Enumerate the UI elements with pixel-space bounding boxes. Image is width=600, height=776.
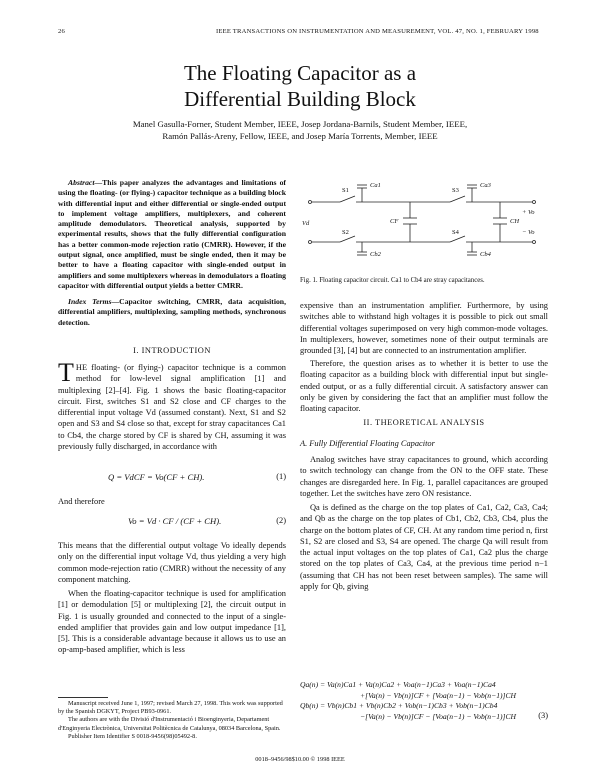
subsection-heading-a: A. Fully Differential Floating Capacitor: [300, 439, 435, 448]
footnote-pii: Publisher Item Identifier S 0018-9456(98)05492-8.: [68, 732, 197, 740]
label-cf: CF: [390, 218, 399, 225]
label-ca1: Ca1: [370, 182, 381, 189]
authors-line-2: Ramón Pallás-Areny, Fellow, IEEE, and Josep María Torrents, Member, IEEE: [162, 131, 438, 141]
abstract-text: This paper analyzes the advantages and limitations of using the floating- (or flying-) capacitor technique as a building block with differential input and either differential or single-ended output to implement voltage amplifiers, multiplexers, and coherent amplitude demodulators. Theoretical analysis, supported by experimental results, shows that the fully differential configuration has a better common-mode rejection ratio (CMRR). However, if the output signal, once amplified, must be single ended, then it may be better to have a floating capacitor with single-ended output in amplifiers and some multiplexers whereas in demodulators a floating capacitor with differential output yields a better CMRR.: [58, 178, 286, 290]
label-ch: CH: [510, 218, 520, 225]
equation-1-body: Q = VdCF = Vo(CF + CH).: [108, 472, 205, 482]
abstract: [58, 178, 286, 291]
footnote-received: Manuscript received June 1, 1997; revised March 27, 1998. This work was supported by the Spanish DGKYT, Project PB93-0961.: [58, 700, 283, 716]
title-line-1: The Floating Capacitor as a: [183, 61, 417, 85]
footnotes: [58, 700, 286, 741]
switch-s3: [450, 196, 465, 202]
label-cb4: Cb4: [480, 251, 491, 258]
equation-3-line-2: +[Va(n) − Vb(n)]CF + [Voa(n−1) − Vob(n−1)]CH: [360, 690, 517, 700]
index-terms-text: Capacitor switching, CMRR, data acquisition, differential amplifiers, multiplexing, sampling methods, synchronous detection.: [58, 297, 286, 327]
switch-s4: [450, 236, 465, 242]
input-terminal-a: [309, 201, 312, 204]
label-s4: S4: [452, 229, 459, 236]
equation-2-number: (2): [276, 516, 286, 525]
equation-3: [300, 680, 548, 722]
equation-2-body: Vo = Vd · CF / (CF + CH).: [128, 516, 222, 526]
equation-3-line-4: −[Va(n) − Vb(n)]CF − [Voa(n−1) − Vob(n−1)]CH: [360, 711, 517, 721]
index-terms-label: Index Terms—: [68, 297, 120, 306]
drop-cap: T: [58, 358, 74, 387]
switch-s2: [340, 236, 355, 242]
label-ca3: Ca3: [480, 182, 491, 189]
label-vo-plus: + Vo: [522, 209, 535, 216]
intro-paragraph-1-text: HE floating- (or flying-) capacitor technique is a common method for low-level signal amplification [1] and multiplexing [2]–[4]. Fig. 1 shows the basic floating-capacitor circuit. First, switches S1 and S2 close and CF charges to the differential input voltage Vd (assumed constant). Next, S1 and S2 open and S3 and S4 close so that, except for stray capacitances Ca1 to Cb4, the charge stored by CF is shared by CH, assuming it was previously fully discharged, in accordance with: [58, 363, 286, 452]
switch-s1: [340, 196, 355, 202]
section-heading-theoretical: II. THEORETICAL ANALYSIS: [363, 418, 485, 427]
output-terminal-a: [533, 201, 536, 204]
paper-title: [0, 60, 600, 112]
author-list: [60, 118, 540, 142]
index-terms: [58, 297, 286, 328]
intro-paragraph-2: This means that the differential output voltage Vo ideally depends only on the differential input voltage Vd, thus yielding a very high common mode-rejection ratio (CMRR) without the necessity of any component matching.: [58, 541, 286, 584]
equation-3-number: (3): [538, 711, 548, 720]
section-heading-introduction: I. INTRODUCTION: [133, 346, 211, 355]
output-terminal-b: [533, 241, 536, 244]
right-paragraph-3: Analog switches have stray capacitances to ground, which according to switch technology can change from the ON to the OFF state. These changes are disregarded here. In Fig. 1, parallel capacitances are grouped together. Let the switches have zero ON resistance.: [300, 455, 548, 498]
title-line-2: Differential Building Block: [184, 87, 416, 111]
equation-1-number: (1): [276, 472, 286, 481]
right-paragraph-4: Qa is defined as the charge on the top plates of Ca1, Ca2, Ca3, Ca4; and Qb as the charge on the top plates of Cb1, Cb2, Cb3, Cb4, plus the charge on the bottom plates of CF, CH. At any random time period n, first S1, S2 are closed and S3, S4 are opened. The charge Qa will result from the actual input voltages on the top plates of Ca1, Ca2 plus the charge stored on the top plates of Ca3, Ca4, at the previous time period n−1 (assuming that CH has not been reset between samples). The same will apply for Qb, giving: [300, 503, 548, 592]
page-number: 26: [58, 28, 65, 35]
input-terminal-b: [309, 241, 312, 244]
equation-3-line-1: Qa(n) = Va(n)Ca1 + Va(n)Ca2 + Voa(n−1)Ca3 + Voa(n−1)Ca4: [300, 680, 496, 689]
right-paragraph-2: Therefore, the question arises as to whether it is better to use the floating capacitor as a building block with differential input but single-ended output, or as a fully differential circuit. A satisfactory answer can only be given by considering the fact that an amplifier must follow the floating capacitor.: [300, 359, 548, 414]
copyright-line: 0018–9456/98$10.00 © 1998 IEEE: [255, 756, 345, 763]
label-s2: S2: [342, 229, 349, 236]
label-vo-minus: − Vo: [522, 229, 535, 236]
figure-1-circuit: [300, 176, 548, 268]
label-cb2: Cb2: [370, 251, 381, 258]
label-vd: Vd: [302, 220, 310, 227]
figure-1-caption: Fig. 1. Floating capacitor circuit. Ca1 to Cb4 are stray capacitances.: [300, 277, 485, 284]
label-s1: S1: [342, 187, 349, 194]
abstract-label: Abstract—: [68, 178, 103, 187]
label-s3: S3: [452, 187, 459, 194]
authors-line-1: Manel Gasulla-Forner, Student Member, IEEE, Josep Jordana-Barnils, Student Member, IEEE,: [132, 119, 468, 129]
and-therefore-text: And therefore: [58, 497, 105, 506]
equation-3-line-3: Qb(n) = Vb(n)Cb1 + Vb(n)Cb2 + Vob(n−1)Cb3 + Vob(n−1)Cb4: [300, 701, 498, 710]
footnote-affiliation: The authors are with the Divisió d'Instrumentació i Bioenginyeria, Departament d'Enginyeria Electrònica, Universitat Politècnica de Catalunya, 08034 Barcelona, Spain.: [58, 716, 281, 732]
footnote-rule: [58, 697, 108, 698]
intro-paragraph-3: When the floating-capacitor technique is used for amplification [1] or demodulation [5] or multiplexing [2], the circuit output in Fig. 1 is usually grounded and connected to the input of a single-ended amplifier that provides gain and low output impedance [1], [5]. This is a considerable advantage because it allows us to use an op-amp-based amplifier, which is less: [58, 589, 286, 655]
intro-paragraph-1: [58, 358, 286, 452]
right-paragraph-1: expensive than an instrumentation amplifier. Furthermore, by using switches able to withstand high voltages it is possible to pick out small differential voltages superimposed on very high common-mode voltages. In multiplexers, however, sometimes none of their output terminals are grounded [3], [4] but are connected to an instrumentation amplifier.: [300, 301, 548, 356]
running-header: IEEE TRANSACTIONS ON INSTRUMENTATION AND MEASUREMENT, VOL. 47, NO. 1, FEBRUARY 1998: [216, 28, 539, 35]
